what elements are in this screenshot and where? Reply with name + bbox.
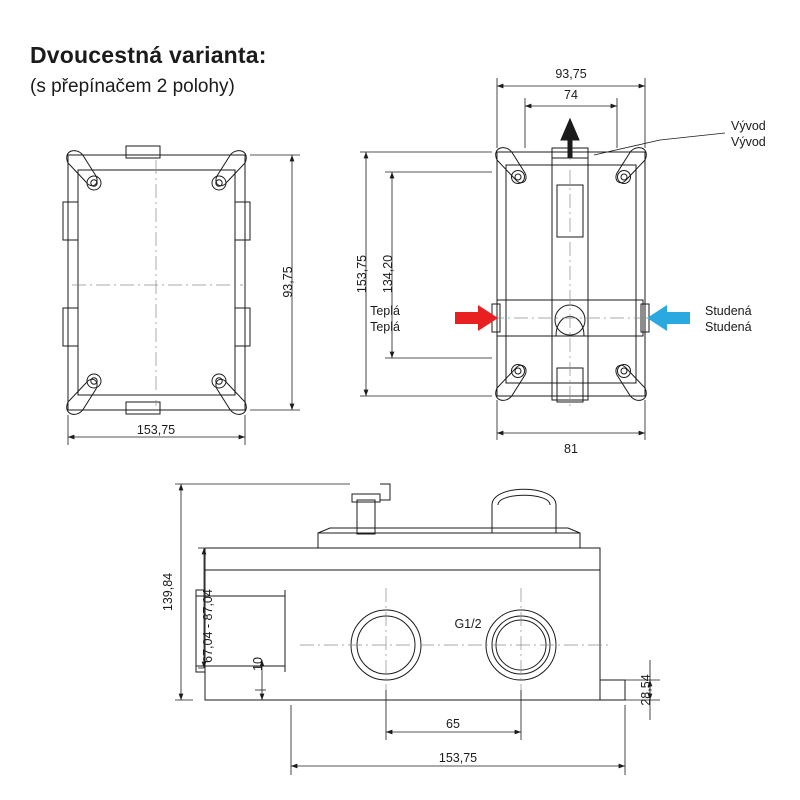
front-height-dim-label: 93,75 <box>281 266 295 298</box>
page-subtitle: (s přepínačem 2 polohy) <box>30 76 235 97</box>
hot-label-2: Teplá <box>370 320 400 334</box>
section-total-height-label: 139,84 <box>161 572 175 612</box>
outlet-arrow-icon <box>564 124 576 158</box>
side-left-inner-dim-label: 134,20 <box>381 254 395 294</box>
outlet-label-1: Vývod <box>731 119 766 133</box>
cold-label-2: Studená <box>705 320 752 334</box>
side-view-geometry <box>490 146 650 406</box>
section-right-dim-label: 28,54 <box>639 674 653 706</box>
cold-label-1: Studená <box>705 304 752 318</box>
section-small-dim-label: 10 <box>251 657 265 671</box>
hot-label-1: Teplá <box>370 304 400 318</box>
side-bottom-dim-label: 81 <box>564 442 578 456</box>
side-top-outer-dim-label: 93,75 <box>555 67 587 81</box>
thread-size-label: G1/2 <box>454 617 482 631</box>
front-view-dimensions <box>68 155 300 445</box>
section-center-dim-label: 65 <box>446 717 460 731</box>
section-bottom-dim-label: 153,75 <box>438 751 478 765</box>
front-view-geometry <box>63 146 250 414</box>
side-left-outer-dim-label: 153,75 <box>355 254 369 294</box>
section-range-label: 67,04 - 87,04 <box>201 589 215 663</box>
side-view-dimensions <box>360 78 645 440</box>
outlet-label-2: Vývod <box>731 135 766 149</box>
page-title: Dvoucestná varianta: <box>30 42 267 68</box>
side-top-inner-dim-label: 74 <box>564 88 578 102</box>
cold-inlet-arrow-icon <box>647 305 690 331</box>
front-width-dim-label: 153,75 <box>136 423 176 437</box>
